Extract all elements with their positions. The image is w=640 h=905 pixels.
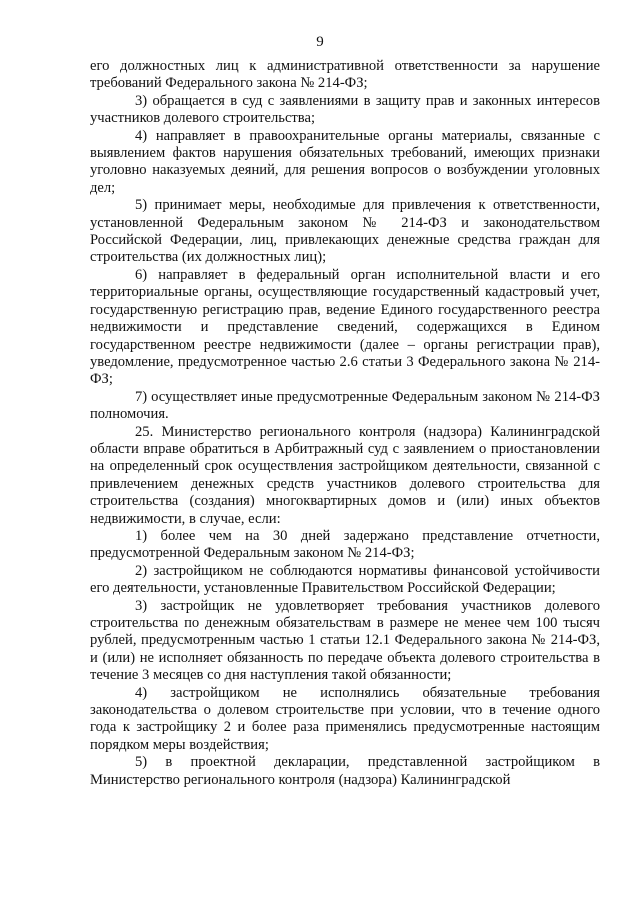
page-number: 9 — [316, 34, 324, 50]
paragraph-condition-3: 3) застройщик не удовлетворяет требования участников долевого строительства по денежным обязательствам в размере не менее чем 100 тысяч рублей, предусмотренным частью 1 статьи 12.1 Федерального закона № 214-ФЗ, и (или) не исполняет обязанность по передаче объекта долевого строительства в течение 3 месяцев со дня наступления такой обязанности; — [90, 597, 600, 684]
paragraph-continuation: его должностных лиц к административной ответственности за нарушение требований Федерального закона № 214-ФЗ; — [90, 58, 600, 92]
paragraph-condition-5: 5) в проектной декларации, представленной застройщиком в Министерство регионального контроля (надзора) Калининградской — [90, 754, 600, 788]
paragraph-item-6: 6) направляет в федеральный орган исполнительной власти и его территориальные органы, осуществляющие государственный кадастровый учет, государственную регистрацию прав, ведение Единого государственного реестра недвижимости и представление сведений, содержащихся в Едином государственном реестре недвижимости (далее – органы регистрации прав), уведомление, предусмотренное частью 2.6 статьи 3 Федерального закона № 214-ФЗ; — [90, 266, 600, 388]
paragraph-condition-1: 1) более чем на 30 дней задержано представление отчетности, предусмотренной Федеральным законом № 214-ФЗ; — [90, 527, 600, 562]
paragraph-condition-4: 4) застройщиком не исполнялись обязательные требования законодательства о долевом строительстве при условии, что в течение одного года к застройщику 2 и более раза применялись предусмотренные настоящим порядком меры воздействия; — [90, 684, 600, 753]
paragraph-item-5: 5) принимает меры, необходимые для привлечения к ответственности, установленной Федеральным законом № 214-ФЗ и законодательством Российской Федерации, лиц, привлекающих денежные средства граждан для строительства (их должностных лиц); — [90, 197, 600, 266]
paragraph-item-3: 3) обращается в суд с заявлениями в защиту прав и законных интересов участников долевого строительства; — [90, 92, 600, 127]
paragraph-condition-2: 2) застройщиком не соблюдаются нормативы финансовой устойчивости его деятельности, установленные Правительством Российской Федерации; — [90, 562, 600, 597]
paragraph-clause-25: 25. Министерство регионального контроля (надзора) Калининградской области вправе обратиться в Арбитражный суд с заявлением о приостановлении на определенный срок осуществления застройщиком деятельности, связанной с привлечением денежных средств участников долевого строительства для строительства (создания) многоквартирных домов и (или) иных объектов недвижимости, в случае, если: — [90, 423, 600, 527]
paragraph-item-4: 4) направляет в правоохранительные органы материалы, связанные с выявлением фактов нарушения обязательных требований, имеющих признаки уголовно наказуемых деяний, для решения вопросов о возбуждении уголовных дел; — [90, 127, 600, 196]
paragraph-item-7: 7) осуществляет иные предусмотренные Федеральным законом № 214-ФЗ полномочия. — [90, 388, 600, 423]
document-body — [90, 58, 600, 789]
